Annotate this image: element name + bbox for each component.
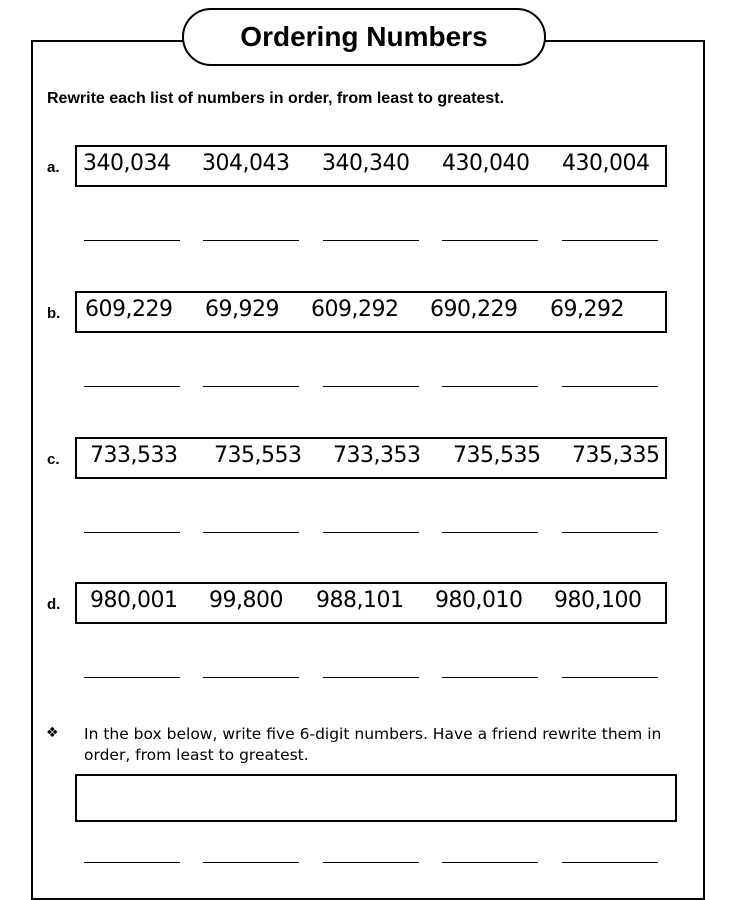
write-numbers-box[interactable] bbox=[75, 774, 677, 822]
problem-label: b. bbox=[47, 305, 61, 322]
answer-blank[interactable] bbox=[84, 677, 180, 678]
number-item: 733,533 bbox=[90, 443, 178, 468]
answer-blank[interactable] bbox=[203, 862, 299, 863]
answer-blank[interactable] bbox=[323, 862, 419, 863]
answer-blank[interactable] bbox=[442, 862, 538, 863]
answer-blank[interactable] bbox=[562, 677, 658, 678]
answer-blank[interactable] bbox=[562, 386, 658, 387]
problem-label: a. bbox=[47, 159, 60, 176]
number-item: 735,535 bbox=[453, 443, 541, 468]
answer-blank[interactable] bbox=[562, 862, 658, 863]
number-item: 690,229 bbox=[430, 297, 518, 322]
number-item: 980,001 bbox=[90, 588, 178, 613]
answer-blank[interactable] bbox=[84, 862, 180, 863]
number-item: 340,340 bbox=[322, 151, 410, 176]
number-item: 735,553 bbox=[214, 443, 302, 468]
page-title: Ordering Numbers bbox=[182, 8, 546, 66]
answer-blank[interactable] bbox=[203, 386, 299, 387]
answer-blank[interactable] bbox=[84, 240, 180, 241]
problem-c bbox=[0, 437, 734, 567]
number-item: 69,929 bbox=[205, 297, 279, 322]
bonus-instructions: In the box below, write five 6-digit numbers. Have a friend rewrite them in order, from least to greatest. bbox=[84, 725, 662, 764]
answer-blank[interactable] bbox=[203, 532, 299, 533]
number-item: 980,010 bbox=[435, 588, 523, 613]
problem-label: d. bbox=[47, 596, 61, 613]
answer-blank[interactable] bbox=[562, 532, 658, 533]
number-item: 609,292 bbox=[311, 297, 399, 322]
answer-blank[interactable] bbox=[323, 677, 419, 678]
answer-blank[interactable] bbox=[442, 532, 538, 533]
number-item: 304,043 bbox=[202, 151, 290, 176]
number-item: 430,004 bbox=[562, 151, 650, 176]
problem-a bbox=[0, 145, 734, 275]
problem-b bbox=[0, 291, 734, 421]
answer-blank[interactable] bbox=[562, 240, 658, 241]
number-item: 988,101 bbox=[316, 588, 404, 613]
instructions-text: Rewrite each list of numbers in order, from least to greatest. bbox=[47, 90, 505, 107]
number-item: 980,100 bbox=[554, 588, 642, 613]
answer-blank[interactable] bbox=[84, 532, 180, 533]
answer-blank[interactable] bbox=[203, 677, 299, 678]
answer-blank[interactable] bbox=[323, 532, 419, 533]
number-list-box bbox=[75, 437, 667, 479]
number-item: 69,292 bbox=[550, 297, 624, 322]
answer-blank[interactable] bbox=[442, 677, 538, 678]
number-list-box bbox=[75, 582, 667, 624]
answer-blank[interactable] bbox=[203, 240, 299, 241]
problem-d bbox=[0, 582, 734, 712]
diamond-bullet-icon: ❖ bbox=[46, 725, 59, 741]
number-item: 735,335 bbox=[572, 443, 660, 468]
answer-blank[interactable] bbox=[84, 386, 180, 387]
number-item: 609,229 bbox=[85, 297, 173, 322]
number-item: 340,034 bbox=[83, 151, 171, 176]
answer-blank[interactable] bbox=[442, 240, 538, 241]
number-item: 99,800 bbox=[209, 588, 283, 613]
answer-blank[interactable] bbox=[442, 386, 538, 387]
number-item: 430,040 bbox=[442, 151, 530, 176]
number-list-box bbox=[75, 291, 667, 333]
problem-label: c. bbox=[47, 451, 60, 468]
answer-blank[interactable] bbox=[323, 386, 419, 387]
number-item: 733,353 bbox=[333, 443, 421, 468]
number-list-box bbox=[75, 145, 667, 187]
answer-blank[interactable] bbox=[323, 240, 419, 241]
